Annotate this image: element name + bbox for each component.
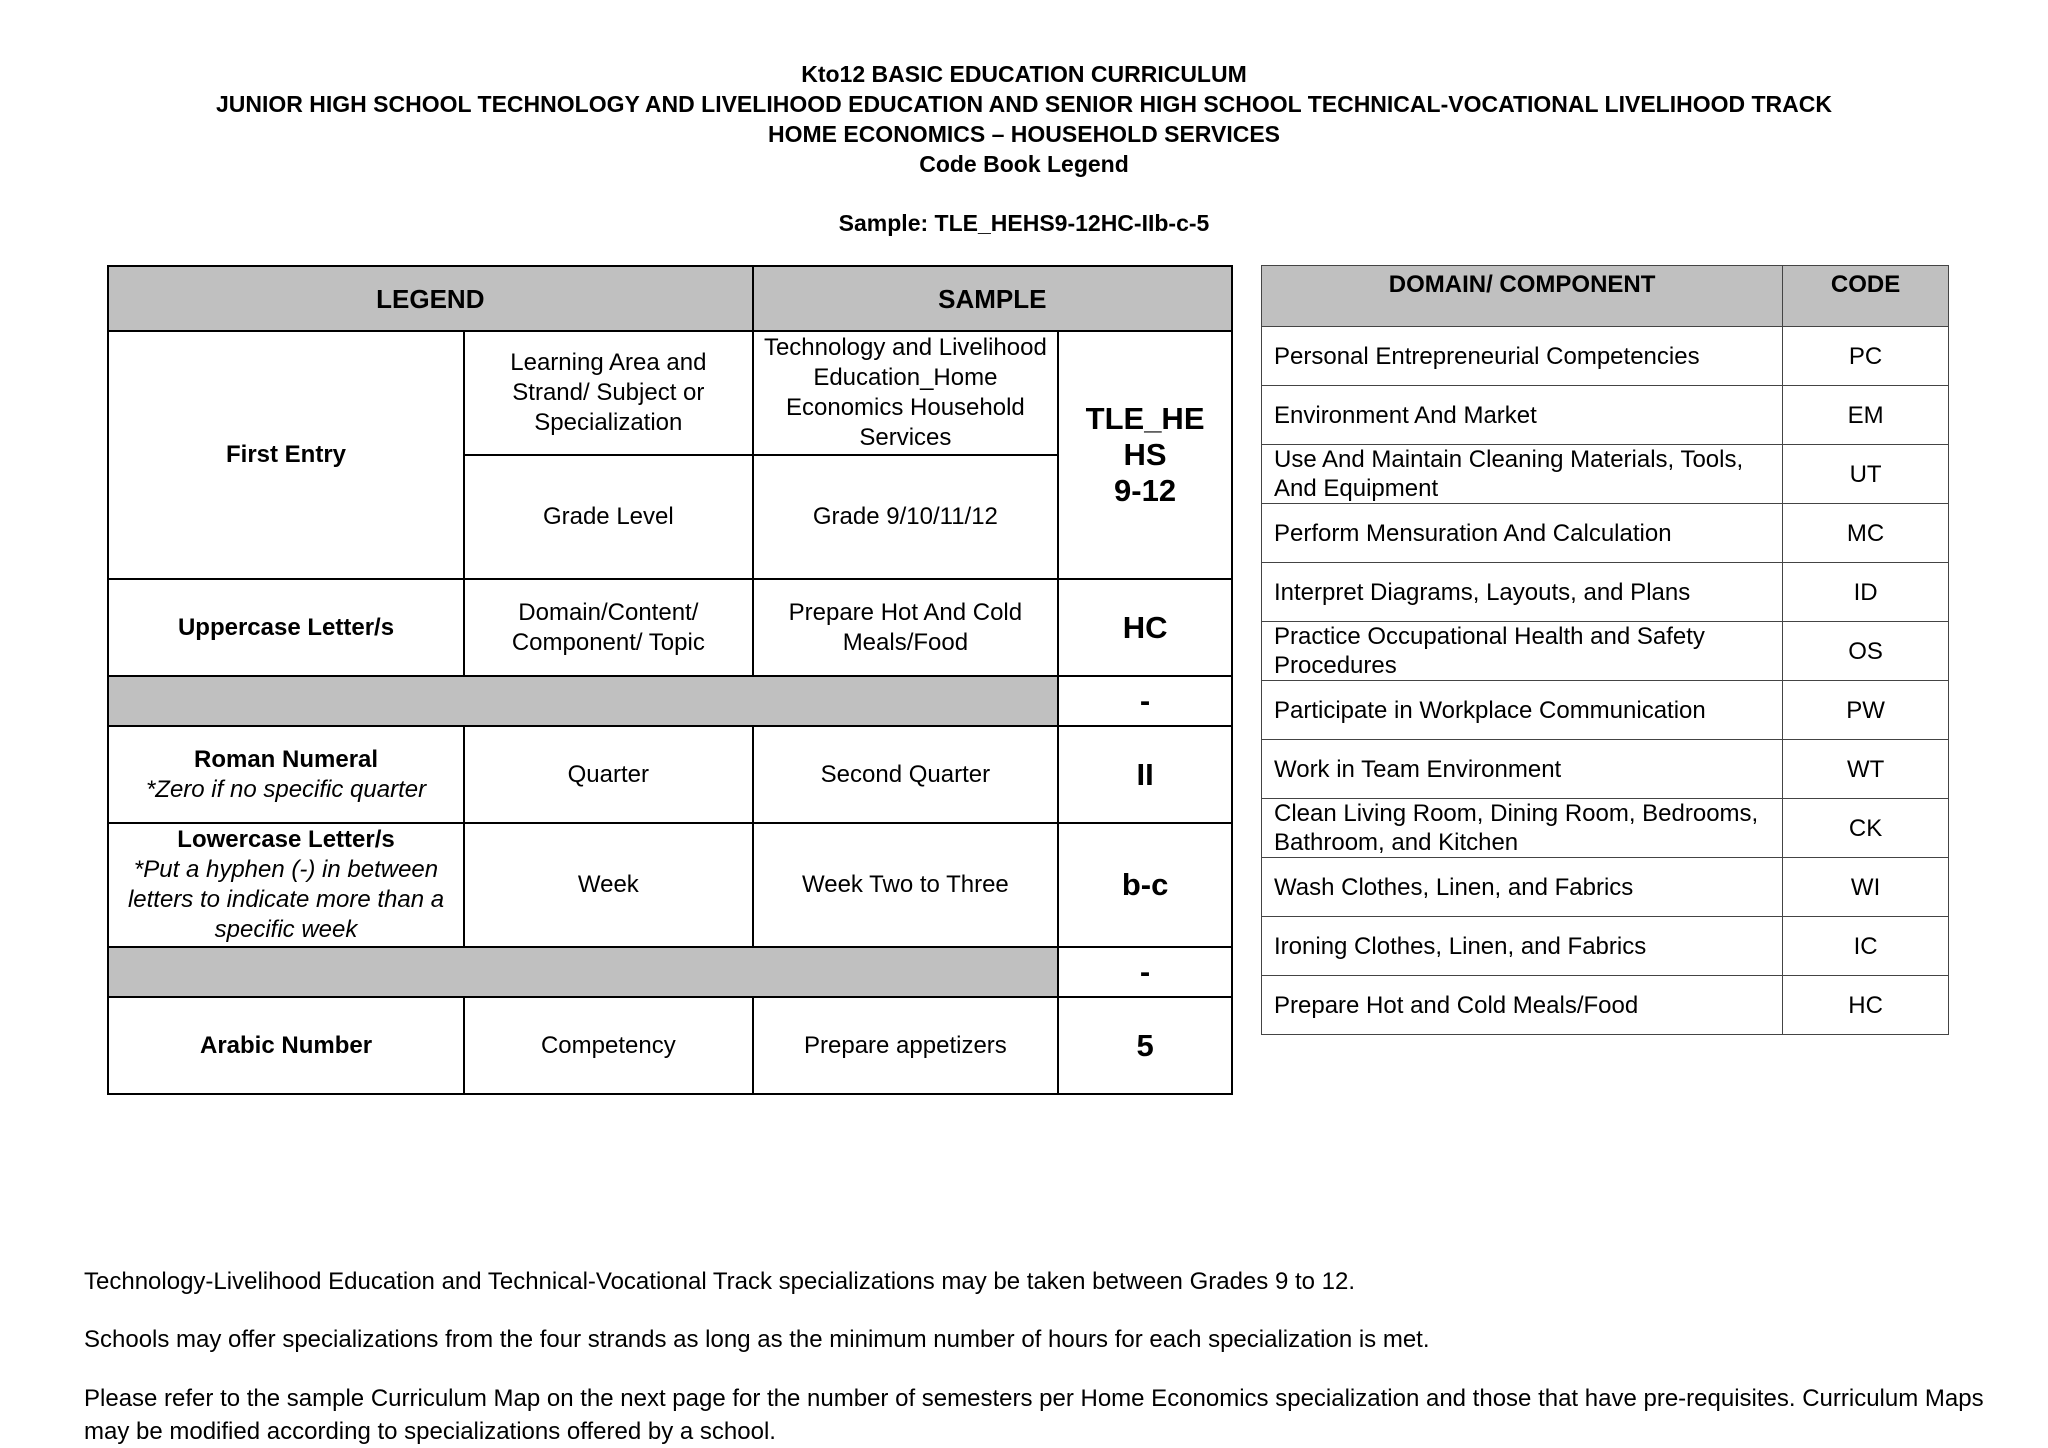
domain-name: Prepare Hot and Cold Meals/Food	[1262, 976, 1783, 1035]
domain-row	[1262, 917, 1949, 976]
first-entry-code-line: 9-12	[1114, 473, 1177, 508]
grade-level-label: Grade Level	[464, 455, 753, 579]
domain-code: PC	[1783, 327, 1949, 386]
domain-row	[1262, 622, 1949, 681]
specialization-title: HOME ECONOMICS – HOUSEHOLD SERVICES	[767, 121, 1281, 147]
uppercase-label: Uppercase Letter/s	[108, 579, 464, 676]
domain-code: UT	[1783, 445, 1949, 504]
hyphen-code: -	[1058, 947, 1232, 997]
document-subtitle: JUNIOR HIGH SCHOOL TECHNOLOGY AND LIVELIHOOD EDUCATION AND SENIOR HIGH SCHOOL TECHNICAL-VOCATIONAL LIVELIHOOD TRACK	[215, 91, 1832, 117]
domain-component-table	[1261, 265, 1949, 1035]
domain-code: HC	[1058, 579, 1232, 676]
roman-numeral-label: Roman Numeral	[194, 745, 379, 773]
domain-name: Environment And Market	[1262, 386, 1783, 445]
domain-name: Perform Mensuration And Calculation	[1262, 504, 1783, 563]
domain-content-sample: Prepare Hot And Cold Meals/Food	[753, 579, 1059, 676]
first-entry-code-line: TLE_HE	[1085, 401, 1205, 436]
separator-row	[108, 676, 1058, 726]
note-paragraph: Schools may offer specializations from the four strands as long as the minimum number of hours for each specialization is met.	[84, 1326, 1430, 1353]
competency-code: 5	[1058, 997, 1232, 1094]
domain-row	[1262, 504, 1949, 563]
domain-name: Wash Clothes, Linen, and Fabrics	[1262, 858, 1783, 917]
first-entry-code-line: HS	[1123, 437, 1167, 472]
domain-row	[1262, 740, 1949, 799]
code-header: CODE	[1783, 266, 1949, 327]
domain-code: CK	[1783, 799, 1949, 858]
legend-header: LEGEND	[108, 266, 753, 331]
separator-row	[108, 947, 1058, 997]
competency-sample: Prepare appetizers	[753, 997, 1059, 1094]
domain-code: HC	[1783, 976, 1949, 1035]
arabic-number-label: Arabic Number	[108, 997, 464, 1094]
domain-component-header: DOMAIN/ COMPONENT	[1262, 266, 1783, 327]
learning-area-label: Learning Area and Strand/ Subject or Specialization	[464, 331, 753, 455]
first-entry-code	[1058, 331, 1232, 579]
domain-name: Personal Entrepreneurial Competencies	[1262, 327, 1783, 386]
roman-numeral-cell	[108, 726, 464, 823]
domain-code: PW	[1783, 681, 1949, 740]
domain-row	[1262, 681, 1949, 740]
quarter-sample: Second Quarter	[753, 726, 1059, 823]
quarter-code: II	[1058, 726, 1232, 823]
lowercase-label: Lowercase Letter/s	[177, 826, 395, 853]
roman-numeral-note: *Zero if no specific quarter	[145, 775, 427, 803]
domain-code: WI	[1783, 858, 1949, 917]
week-code: b-c	[1058, 823, 1232, 947]
domain-code: EM	[1783, 386, 1949, 445]
domain-name: Participate in Workplace Communication	[1262, 681, 1783, 740]
lowercase-cell	[108, 823, 464, 947]
domain-row	[1262, 799, 1949, 858]
hyphen-code: -	[1058, 676, 1232, 726]
competency-label: Competency	[464, 997, 753, 1094]
week-sample: Week Two to Three	[753, 823, 1059, 947]
week-label: Week	[464, 823, 753, 947]
sample-code: Sample: TLE_HEHS9-12HC-IIb-c-5	[838, 210, 1210, 236]
lowercase-note: *Put a hyphen (-) in between letters to indicate more than a specific week	[127, 856, 445, 943]
domain-code: OS	[1783, 622, 1949, 681]
domain-code: MC	[1783, 504, 1949, 563]
grade-level-sample: Grade 9/10/11/12	[753, 455, 1059, 579]
domain-row	[1262, 386, 1949, 445]
domain-code: WT	[1783, 740, 1949, 799]
domain-name: Use And Maintain Cleaning Materials, Tools, And Equipment	[1262, 445, 1783, 504]
domain-row	[1262, 858, 1949, 917]
note-paragraph: Technology-Livelihood Education and Technical-Vocational Track specializations may be taken between Grades 9 to 12.	[84, 1268, 1356, 1295]
domain-name: Clean Living Room, Dining Room, Bedrooms, Bathroom, and Kitchen	[1262, 799, 1783, 858]
domain-name: Work in Team Environment	[1262, 740, 1783, 799]
domain-code: IC	[1783, 917, 1949, 976]
domain-name: Interpret Diagrams, Layouts, and Plans	[1262, 563, 1783, 622]
document-title: Kto12 BASIC EDUCATION CURRICULUM	[801, 61, 1247, 87]
domain-name: Ironing Clothes, Linen, and Fabrics	[1262, 917, 1783, 976]
domain-row	[1262, 976, 1949, 1035]
domain-name: Practice Occupational Health and Safety Procedures	[1262, 622, 1783, 681]
first-entry-label: First Entry	[108, 331, 464, 579]
domain-code: ID	[1783, 563, 1949, 622]
sample-header: SAMPLE	[753, 266, 1232, 331]
code-book-legend-title: Code Book Legend	[919, 151, 1129, 177]
learning-area-sample: Technology and Livelihood Education_Home Economics Household Services	[753, 331, 1059, 455]
note-paragraph: Please refer to the sample Curriculum Map on the next page for the number of semesters per Home Economics specialization and those that have pre-requisites. Curriculum Maps may be modified according to specializations offered by a school.	[84, 1385, 1984, 1445]
legend-table	[107, 265, 1233, 1095]
domain-row	[1262, 563, 1949, 622]
domain-content-label: Domain/Content/ Component/ Topic	[464, 579, 753, 676]
domain-row	[1262, 445, 1949, 504]
domain-row	[1262, 327, 1949, 386]
quarter-label: Quarter	[464, 726, 753, 823]
